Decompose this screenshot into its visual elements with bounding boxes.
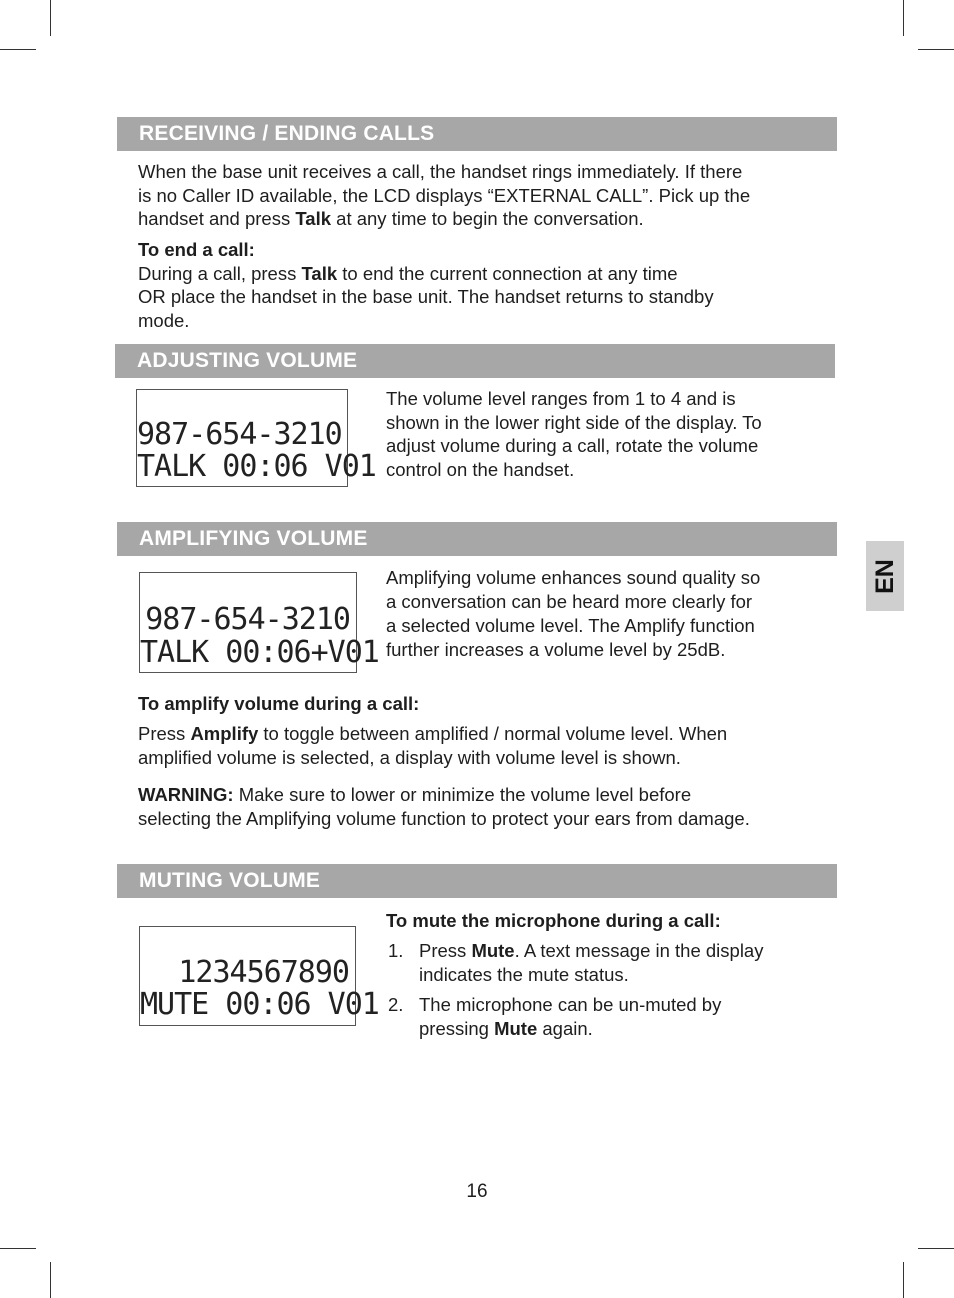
talk-key-label: Talk xyxy=(301,263,338,284)
crop-mark-bottom-right-vertical xyxy=(903,1262,904,1298)
lcd-line-2: TALK 00:06 V01 xyxy=(137,449,376,484)
mute-key-label: Mute xyxy=(471,940,515,961)
end-call-line-1 xyxy=(138,262,678,286)
text: Press xyxy=(138,723,191,744)
mute-item-1-line-2: indicates the mute status. xyxy=(419,964,629,985)
crop-mark-bottom-right-horizontal xyxy=(918,1248,954,1249)
lcd-line-2: MUTE 00:06 V01 xyxy=(140,987,379,1022)
list-number-2: 2. xyxy=(388,994,404,1015)
text: . A text message in the display xyxy=(514,940,764,961)
mute-item-2-line-2 xyxy=(419,1017,593,1041)
lcd-display-adjusting xyxy=(136,389,376,487)
language-tab-label: EN xyxy=(870,558,899,594)
amplify-paragraph-line-1 xyxy=(138,722,727,746)
receiving-paragraph-line-2: is no Caller ID available, the LCD displays “EXTERNAL CALL”. Pick up the xyxy=(138,185,751,206)
amplifying-line-2: a conversation can be heard more clearly for xyxy=(386,591,753,612)
section-title-adjusting: ADJUSTING VOLUME xyxy=(115,344,835,378)
text: to end the current connection at any time xyxy=(337,263,678,284)
section-title-amplifying: AMPLIFYING VOLUME xyxy=(117,522,837,556)
list-number-1: 1. xyxy=(388,940,404,961)
end-call-line-3: mode. xyxy=(138,310,190,331)
crop-mark-top-right-vertical xyxy=(903,0,904,36)
talk-key-label: Talk xyxy=(295,208,332,229)
lcd-display-amplifying xyxy=(139,572,379,673)
crop-mark-top-left-vertical xyxy=(50,0,51,36)
adjusting-line-3: adjust volume during a call, rotate the volume xyxy=(386,435,759,456)
crop-mark-top-right-horizontal xyxy=(918,49,954,50)
mute-key-label: Mute xyxy=(494,1018,538,1039)
warning-line-2: selecting the Amplifying volume function to protect your ears from damage. xyxy=(138,808,750,829)
lcd-line-2: TALK 00:06+V01 xyxy=(140,635,379,670)
receiving-paragraph-line-1: When the base unit receives a call, the handset rings immediately. If there xyxy=(138,161,743,182)
end-call-heading: To end a call: xyxy=(138,239,255,260)
mute-item-2-line-1: The microphone can be un-muted by xyxy=(419,994,722,1015)
amplifying-line-3: a selected volume level. The Amplify function xyxy=(386,615,755,636)
amplifying-line-1: Amplifying volume enhances sound quality so xyxy=(386,567,761,588)
text: again. xyxy=(537,1018,593,1039)
lcd-line-1: 1234567890 xyxy=(178,955,349,990)
crop-mark-top-left-horizontal xyxy=(0,49,36,50)
adjusting-line-4: control on the handset. xyxy=(386,459,575,480)
text: handset and press xyxy=(138,208,296,229)
lcd-line-1: 987-654-3210 xyxy=(137,417,342,452)
mute-item-1-line-1 xyxy=(419,939,763,963)
text: Make sure to lower or minimize the volume level before xyxy=(233,784,692,805)
text: During a call, press xyxy=(138,263,302,284)
text: to toggle between amplified / normal volume level. When xyxy=(258,723,728,744)
section-title-muting: MUTING VOLUME xyxy=(117,864,837,898)
section-title-receiving: RECEIVING / ENDING CALLS xyxy=(117,117,837,151)
page-number: 16 xyxy=(466,1181,488,1202)
amplifying-line-4: further increases a volume level by 25dB. xyxy=(386,639,726,660)
amplify-heading: To amplify volume during a call: xyxy=(138,693,420,714)
warning-line-1 xyxy=(138,783,691,807)
mute-heading: To mute the microphone during a call: xyxy=(386,910,721,931)
text: pressing xyxy=(419,1018,495,1039)
lcd-display-muting xyxy=(139,926,379,1026)
lcd-line-1: 987-654-3210 xyxy=(145,602,350,637)
amplify-paragraph-line-2: amplified volume is selected, a display with volume level is shown. xyxy=(138,747,681,768)
text: Press xyxy=(419,940,472,961)
receiving-paragraph-line-3 xyxy=(138,207,644,231)
adjusting-line-1: The volume level ranges from 1 to 4 and is xyxy=(386,388,736,409)
text: at any time to begin the conversation. xyxy=(331,208,644,229)
amplify-key-label: Amplify xyxy=(190,723,259,744)
end-call-line-2: OR place the handset in the base unit. The handset returns to standby xyxy=(138,286,714,307)
crop-mark-bottom-left-vertical xyxy=(50,1262,51,1298)
adjusting-line-2: shown in the lower right side of the display. To xyxy=(386,412,762,433)
warning-label: WARNING: xyxy=(138,784,234,805)
crop-mark-bottom-left-horizontal xyxy=(0,1248,36,1249)
language-tab xyxy=(866,541,904,611)
